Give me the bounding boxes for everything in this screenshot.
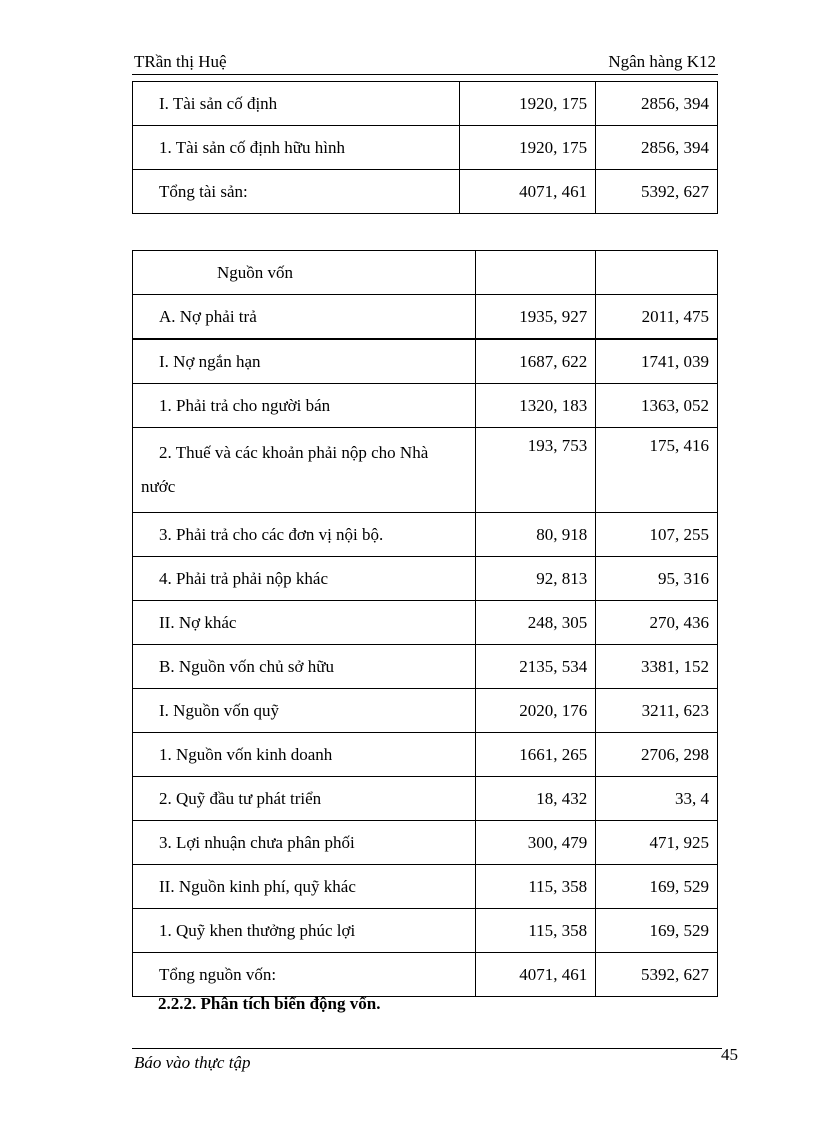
assets-table bbox=[132, 81, 718, 214]
row-label: Tổng nguồn vốn: bbox=[133, 953, 476, 997]
page-header bbox=[132, 50, 718, 75]
row-label: A. Nợ phải trả bbox=[133, 295, 476, 340]
row-value-2: 3211, 623 bbox=[596, 689, 718, 733]
row-label bbox=[133, 428, 476, 513]
row-label: II. Nợ khác bbox=[133, 601, 476, 645]
row-label: 2. Quỹ đầu tư phát triển bbox=[133, 777, 476, 821]
row-value-1: 18, 432 bbox=[476, 777, 596, 821]
row-value-2: 169, 529 bbox=[596, 909, 718, 953]
row-label: 3. Phải trả cho các đơn vị nội bộ. bbox=[133, 513, 476, 557]
row-label: Tổng tài sản: bbox=[133, 170, 460, 214]
row-label: 1. Tài sản cố định hữu hình bbox=[133, 126, 460, 170]
row-label-line1: 2. Thuế và các khoản phải nộp cho Nhà bbox=[159, 443, 429, 462]
row-label: II. Nguồn kinh phí, quỹ khác bbox=[133, 865, 476, 909]
row-value-2: 1741, 039 bbox=[596, 339, 718, 384]
row-value-1: 1661, 265 bbox=[476, 733, 596, 777]
header-author: TRần thị Huệ bbox=[134, 52, 227, 71]
capital-sources-table bbox=[132, 250, 718, 997]
row-value-2: 2706, 298 bbox=[596, 733, 718, 777]
row-value-1: 2020, 176 bbox=[476, 689, 596, 733]
row-label: 1. Phải trả cho người bán bbox=[133, 384, 476, 428]
row-value-2: 5392, 627 bbox=[596, 170, 718, 214]
row-label: 1. Nguồn vốn kinh doanh bbox=[133, 733, 476, 777]
table-row bbox=[133, 557, 718, 601]
row-value-1: 1687, 622 bbox=[476, 339, 596, 384]
row-value-1: 1320, 183 bbox=[476, 384, 596, 428]
row-label: 4. Phải trả phải nộp khác bbox=[133, 557, 476, 601]
page-number: 45 bbox=[721, 1045, 738, 1064]
row-value-2: 2856, 394 bbox=[596, 82, 718, 126]
table-row bbox=[133, 645, 718, 689]
row-value-2: 3381, 152 bbox=[596, 645, 718, 689]
row-value-1: 4071, 461 bbox=[460, 170, 596, 214]
row-label: 3. Lợi nhuận chưa phân phối bbox=[133, 821, 476, 865]
row-value-1: 2135, 534 bbox=[476, 645, 596, 689]
header-class: Ngân hàng K12 bbox=[608, 52, 716, 71]
row-value-2: 1363, 052 bbox=[596, 384, 718, 428]
row-label: I. Nợ ngắn hạn bbox=[133, 339, 476, 384]
row-value-2: 471, 925 bbox=[596, 821, 718, 865]
table-row bbox=[133, 170, 718, 214]
row-value-2: 5392, 627 bbox=[596, 953, 718, 997]
row-label-line2: nước bbox=[141, 477, 176, 496]
row-value-2: 95, 316 bbox=[596, 557, 718, 601]
row-value-1: 115, 358 bbox=[476, 865, 596, 909]
row-label: I. Nguồn vốn quỹ bbox=[133, 689, 476, 733]
page-footer bbox=[132, 1045, 738, 1072]
row-value-2: 33, 4 bbox=[596, 777, 718, 821]
row-value-2: 175, 416 bbox=[596, 428, 718, 513]
table-row bbox=[133, 953, 718, 997]
row-value-1: 300, 479 bbox=[476, 821, 596, 865]
empty-cell bbox=[596, 251, 718, 295]
table-row bbox=[133, 295, 718, 340]
table-row bbox=[133, 909, 718, 953]
row-value-1: 1935, 927 bbox=[476, 295, 596, 340]
row-value-1: 4071, 461 bbox=[476, 953, 596, 997]
row-label: 1. Quỹ khen thưởng phúc lợi bbox=[133, 909, 476, 953]
table-header-row bbox=[133, 251, 718, 295]
row-value-1: 193, 753 bbox=[476, 428, 596, 513]
row-label: B. Nguồn vốn chủ sở hữu bbox=[133, 645, 476, 689]
table-row bbox=[133, 689, 718, 733]
row-value-2: 169, 529 bbox=[596, 865, 718, 909]
row-label: I. Tài sản cố định bbox=[133, 82, 460, 126]
table-row bbox=[133, 339, 718, 384]
table-row bbox=[133, 777, 718, 821]
row-value-1: 115, 358 bbox=[476, 909, 596, 953]
row-value-2: 270, 436 bbox=[596, 601, 718, 645]
row-value-1: 1920, 175 bbox=[460, 126, 596, 170]
row-value-2: 2011, 475 bbox=[596, 295, 718, 340]
table-row bbox=[133, 82, 718, 126]
row-value-2: 2856, 394 bbox=[596, 126, 718, 170]
table-row bbox=[133, 733, 718, 777]
row-value-1: 80, 918 bbox=[476, 513, 596, 557]
table-row bbox=[133, 384, 718, 428]
table-row bbox=[133, 821, 718, 865]
empty-cell bbox=[476, 251, 596, 295]
row-value-1: 1920, 175 bbox=[460, 82, 596, 126]
row-value-1: 248, 305 bbox=[476, 601, 596, 645]
table-row bbox=[133, 513, 718, 557]
table-row bbox=[133, 865, 718, 909]
table-row bbox=[133, 428, 718, 513]
footer-label: Báo vào thực tập bbox=[134, 1053, 251, 1072]
table-heading: Nguồn vốn bbox=[133, 251, 476, 295]
row-value-2: 107, 255 bbox=[596, 513, 718, 557]
row-value-1: 92, 813 bbox=[476, 557, 596, 601]
section-title: 2.2.2. Phân tích biến động vốn. bbox=[158, 994, 381, 1013]
table-row bbox=[133, 601, 718, 645]
table-row bbox=[133, 126, 718, 170]
